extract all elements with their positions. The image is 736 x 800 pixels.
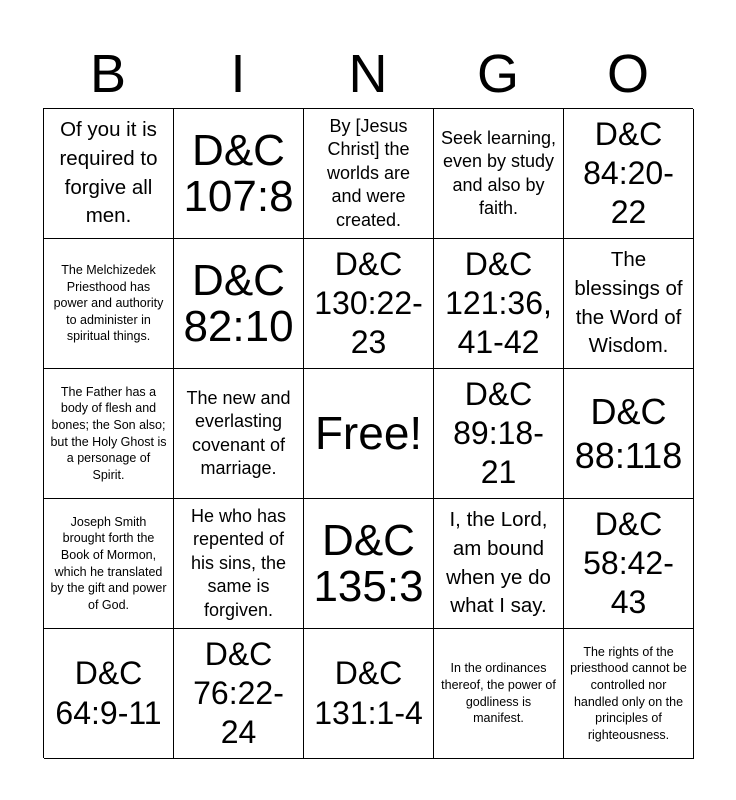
cell-text: D&C 84:20-22 xyxy=(583,115,674,231)
cell-text: In the ordinances thereof, the power of godliness is manifest. xyxy=(441,661,556,726)
cell-text: D&C 135:3 xyxy=(313,515,424,611)
bingo-cell xyxy=(174,499,304,629)
cell-text: The Father has a body of flesh and bones; the Son also; but the Holy Ghost is a personage of Spirit. xyxy=(50,384,167,482)
bingo-cell xyxy=(174,369,304,499)
bingo-cell xyxy=(564,369,694,499)
bingo-cell xyxy=(304,499,434,629)
cell-text: D&C 121:36, 41-42 xyxy=(445,245,552,361)
bingo-cell xyxy=(44,239,174,369)
bingo-cell xyxy=(434,109,564,239)
cell-text: D&C 89:18-21 xyxy=(453,375,544,491)
bingo-cell xyxy=(304,239,434,369)
header-letter-i: I xyxy=(230,44,246,104)
bingo-cell xyxy=(564,239,694,369)
bingo-cell xyxy=(304,109,434,239)
cell-text: The Melchizedek Priesthood has power and authority to administer in spiritual things. xyxy=(53,262,164,344)
bingo-cell xyxy=(174,629,304,759)
cell-text: D&C 64:9-11 xyxy=(55,655,162,731)
bingo-grid xyxy=(43,108,693,758)
bingo-cell xyxy=(304,629,434,759)
cell-text: D&C 58:42-43 xyxy=(583,505,674,621)
cell-text: Joseph Smith brought forth the Book of Mormon, which he translated by the gift and power of God. xyxy=(50,514,167,612)
header-letter-b: B xyxy=(89,44,127,104)
cell-text: Of you it is required to forgive all men. xyxy=(59,118,158,228)
bingo-cell xyxy=(174,239,304,369)
cell-text: D&C 130:22-23 xyxy=(314,245,423,361)
cell-text: Seek learning, even by study and also by faith. xyxy=(440,127,557,218)
cell-text: By [Jesus Christ] the worlds are and were created. xyxy=(326,116,411,230)
cell-text: The blessings of the Word of Wisdom. xyxy=(574,248,683,358)
bingo-cell xyxy=(44,369,174,499)
bingo-header xyxy=(43,40,693,108)
free-space xyxy=(304,369,434,499)
bingo-cell xyxy=(564,629,694,759)
header-letter-g: G xyxy=(476,44,519,104)
bingo-cell xyxy=(434,499,564,629)
bingo-cell xyxy=(564,499,694,629)
free-space-label: Free! xyxy=(314,407,423,460)
bingo-cell xyxy=(44,629,174,759)
cell-text: D&C 88:118 xyxy=(574,391,683,476)
cell-text: The new and everlasting covenant of marriage. xyxy=(186,387,291,478)
cell-text: I, the Lord, am bound when ye do what I say. xyxy=(446,508,551,618)
cell-text: D&C 131:1-4 xyxy=(314,655,423,731)
header-letter-o: O xyxy=(606,44,649,104)
cell-text: D&C 76:22-24 xyxy=(193,635,284,751)
cell-text: D&C 107:8 xyxy=(183,125,294,221)
bingo-cell xyxy=(434,629,564,759)
cell-text: D&C 82:10 xyxy=(183,255,294,351)
bingo-cell xyxy=(434,369,564,499)
bingo-cell xyxy=(564,109,694,239)
bingo-cell xyxy=(44,499,174,629)
cell-text: The rights of the priesthood cannot be controlled nor handled only on the principles of righteousness. xyxy=(570,644,687,742)
bingo-cell xyxy=(434,239,564,369)
bingo-cell xyxy=(174,109,304,239)
cell-text: He who has repented of his sins, the same is forgiven. xyxy=(190,506,287,620)
header-letter-n: N xyxy=(348,44,388,104)
bingo-cell xyxy=(44,109,174,239)
